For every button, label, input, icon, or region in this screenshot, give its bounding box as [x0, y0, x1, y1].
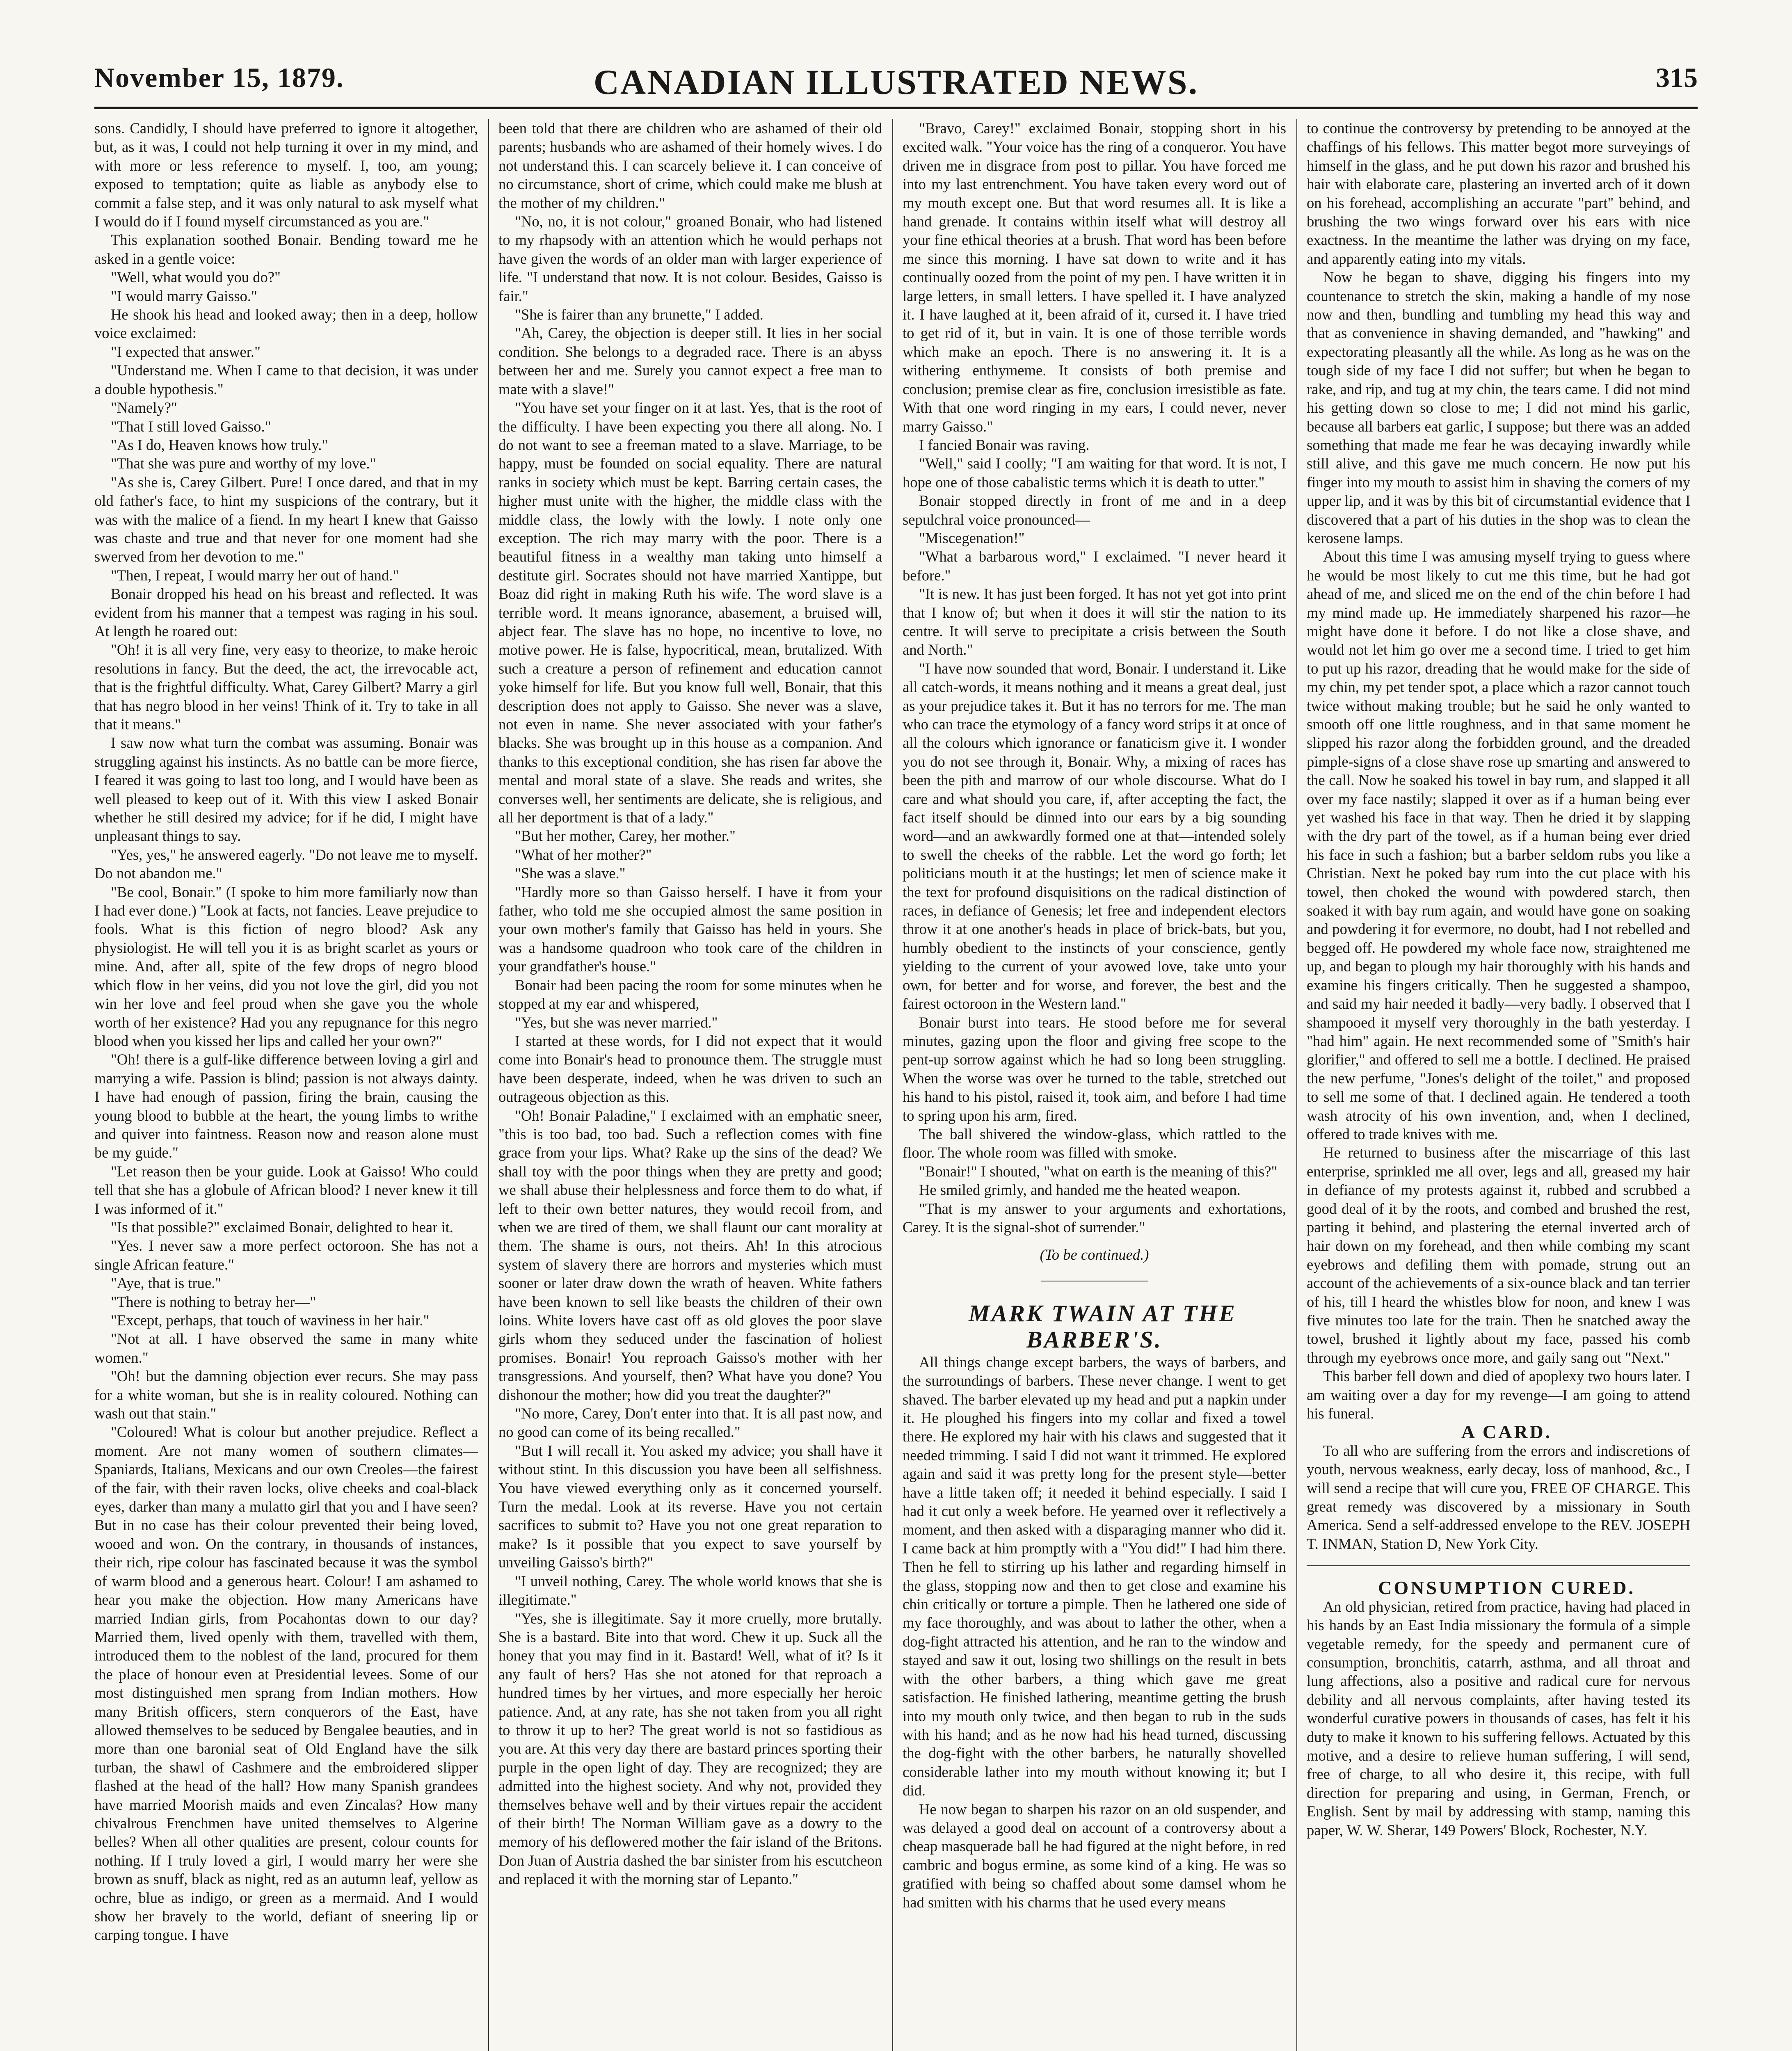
paragraph: "As I do, Heaven knows how truly."	[111, 436, 328, 453]
article-heading: MARK TWAIN AT THE BARBER'S.	[969, 1300, 1237, 1353]
paragraph: "But I will recall it. You asked my advice; you shall have it without stint. In this discussion you have been all selfishness. You have viewed everything only as it concerned yourself. Turn the medal. Look at its reverse. Have you not certain sacrifices to submit to? Have you not one great reparation to make? Is it possible that you expect to save yourself by unveiling Gaisso's birth?"	[498, 1442, 882, 1571]
paragraph: This explanation soothed Bonair. Bending toward me he asked in a gentle voice:	[94, 231, 478, 267]
advert-heading: CONSUMPTION CURED.	[1378, 1577, 1635, 1599]
section-divider	[1307, 1565, 1690, 1566]
to-be-continued: (To be continued.)	[1040, 1246, 1149, 1263]
paragraph: Bonair burst into tears. He stood before me for several minutes, gazing upon the floor and giving free scope to the pent-up sorrow against which he had so long been struggling. When the worse was over he turned to the table, stretched out his hand to his pistol, raised it, took aim, and before I had time to spring upon his arm, fired.	[903, 1014, 1286, 1124]
paragraph: "As she is, Carey Gilbert. Pure! I once dared, and that in my old father's face, to hint my suspicions of the contrary, but it was with the malice of a fiend. In my heart I knew that Gaisso was chaste and true and that never for one moment had she swerved from her devotion to me."	[94, 473, 478, 565]
paragraph: "Yes, yes," he answered eagerly. "Do not leave me to myself. Do not abandon me."	[94, 846, 478, 882]
paragraph: to continue the controversy by pretending to be annoyed at the chaffings of his fellows. This matter begot more surveyings of himself in the glass, and he put down his razor and brushed his hair with elaborate care, plastering an inverted arch of it down on his forehead, accomplishing an accurate "part" behind, and brushing the two wings forward over his ears with nice exactness. In the meantime the lather was drying on my face, and apparently eating into my vitals.	[1307, 120, 1690, 267]
paragraph: "Except, perhaps, that touch of waviness in her hair."	[111, 1312, 430, 1329]
paragraph: "Bravo, Carey!" exclaimed Bonair, stopping short in his excited walk. "Your voice has the ring of a conqueror. You have driven me in disgrace from post to pillar. You have forced me into my last entrenchment. You have taken every word out of my mouth except one. But that word resumes all. It is like a hand grenade. It contains within itself what will destroy all your fine ethical theories at a brush. That word has been before me since this morning. I have sat down to write and it has continually oozed from the point of my pen. I have written it in large letters, in small letters. I have spelled it. I have analyzed it. I have laughed at it, been afraid of it, cursed it. I have tried to get rid of it, but in vain. It is one of those terrible words which make an epoch. There is no answering it. It is a withering enthymeme. It consists of both premise and conclusion; premise clear as fire, conclusion irresistible as fate. With that one word ringing in my ears, I could never, never marry Gaisso."	[903, 120, 1286, 435]
paragraph: "But her mother, Carey, her mother."	[515, 827, 736, 845]
column-rule	[1296, 119, 1297, 2051]
paragraph: "Aye, that is true."	[111, 1274, 222, 1292]
paragraph: Now he began to shave, digging his fingers into my countenance to stretch the skin, making a handle of my nose now and then, bundling and tumbling my head this way and that as convenience in shaving demanded, and "hawking" and expectorating pleasantly all the while. As long as he was on the tough side of my face I did not suffer; but when he began to rake, and rip, and tug at my chin, the tears came. I did not mind his getting down so close to me; I did not mind his garlic, because all barbers eat garlic, I suppose; but there was an added something that made me fear he was decaying inwardly while still alive, and this gave me much concern. He now put his finger into my mouth to assist him in shaving the corners of my upper lip, and it was by this bit of circumstantial evidence that I discovered that a part of his duties in the shop was to clean the kerosene lamps.	[1307, 269, 1690, 546]
paragraph: "She is fairer than any brunette," I added.	[515, 306, 763, 323]
paragraph: "Ah, Carey, the objection is deeper still. It lies in her social condition. She belongs to a degraded race. There is an abyss between her and me. Surely you cannot expect a free man to mate with a slave!"	[498, 324, 882, 397]
paragraph: "She was a slave."	[515, 865, 626, 882]
paragraph: He shook his head and looked away; then in a deep, hollow voice exclaimed:	[94, 306, 478, 342]
paragraph: "Understand me. When I came to that decision, it was under a double hypothesis."	[94, 362, 478, 397]
page-number: 315	[1656, 62, 1698, 93]
masthead	[94, 57, 1698, 109]
column-3	[903, 119, 1286, 2051]
paragraph: "Oh! but the damning objection ever recurs. She may pass for a white woman, but she is in reality coloured. Nothing can wash out that stain."	[94, 1368, 478, 1422]
column-rule	[892, 119, 893, 2051]
paragraph: "Coloured! What is colour but another prejudice. Reflect a moment. Are not many women of southern climates—Spaniards, Italians, Mexicans and our own Creoles—the fairest of the fair, with their raven locks, olive cheeks and coal-black eyes, darker than many a mulatto girl that you and I have seen? But in no case has their colour prevented their being loved, wooed and won. On the contrary, in thousands of instances, their rich, ripe colour has fascinated because it was the symbol of warm blood and a generous heart. Colour! I am ashamed to hear you make the objection. How many Americans have married Indian girls, from Pocahontas down to our day? Married them, lived openly with them, travelled with them, introduced them to the noblest of the land, procured for them the place of honour even at Presidential levees. Some of our most distinguished men sprang from Indian mothers. How many British officers, stern conquerors of the East, have allowed themselves to be seduced by Bengalee beauties, and in more than one baronial seat of Old England have the silk turban, the shawl of Cashmere and the embroidered slipper flashed at the head of the hall? How many Spanish grandees have married Moorish maids and even Zincalas? How many chivalrous Frenchmen have united themselves to Algerine belles? When all other qualities are present, colour counts for nothing. If I truly loved a girl, I would marry her were she brown as snuff, black as night, red as an autumn leaf, yellow as ochre, blue as indigo, or green as a mermaid. And I would show her bravely to the world, defiant of sneering lip or carping tongue. I have	[94, 1423, 478, 1944]
paragraph: "Not at all. I have observed the same in many white women."	[94, 1330, 478, 1366]
paragraph: "Hardly more so than Gaisso herself. I have it from your father, who told me she occupied almost the same position in your own mother's family that Gaisso has held in yours. She was a handsome quadroon who took care of the children in your grandfather's house."	[498, 883, 882, 975]
paragraph: "I would marry Gaisso."	[111, 287, 257, 304]
paragraph: "Then, I repeat, I would marry her out of hand."	[111, 566, 399, 584]
paragraph: He smiled grimly, and handed me the heated weapon.	[919, 1181, 1241, 1199]
paragraph: I saw now what turn the combat was assuming. Bonair was struggling against his instincts. As no battle can be more fierce, I feared it was going to last too long, and I would have been as well pleased to keep out of it. With this view I asked Bonair whether he still desired my advice; for if he did, I might have unpleasant things to say.	[94, 734, 478, 845]
paragraph: He returned to business after the miscarriage of this last enterprise, sprinkled me all over, legs and all, greased my hair in defiance of my protests against it, rubbed and scrubbed a good deal of it by the roots, and combed and brushed the rest, parting it behind, and plastering the eternal inverted arch of hair down on my forehead, and then while combing my scant eyebrows and defiling them with pomade, strung out an account of the achievements of a six-ounce black and tan terrier of his, till I heard the whistles blow for noon, and knew I was five minutes too late for the train. Then he snatched away the towel, brushed it lightly about my face, passed his comb through my eyebrows once more, and gaily sang out "Next."	[1307, 1144, 1690, 1366]
issue-date: November 15, 1879.	[94, 62, 344, 93]
paragraph: "That she was pure and worthy of my love."	[111, 455, 376, 472]
advert-text: An old physician, retired from practice, having had placed in his hands by an East India missionary the formula of a simple vegetable remedy, for the speedy and permanent cure of consumption, bronchitis, catarrh, asthma, and all throat and lung affections, also a positive and radical cure for nervous debility and all nervous complaints, after having tested its wonderful curative powers in thousands of cases, has felt it his duty to make it known to his suffering fellows. Actuated by this motive, and a desire to relieve human suffering, I will send, free of charge, to all who desire it, this recipe, with full direction for preparing and using, in German, French, or English. Sent by mail by addressing with stamp, naming this paper, W. W. Sherar, 149 Powers' Block, Rochester, N.Y.	[1307, 1598, 1690, 1839]
paragraph: I started at these words, for I did not expect that it would come into Bonair's head to pronounce them. The struggle must have been desperate, indeed, when he was driven to such an outrageous objection as this.	[498, 1032, 882, 1105]
paragraph: This barber fell down and died of apoplexy two hours later. I am waiting over a day for my revenge—I am going to attend his funeral.	[1307, 1368, 1690, 1422]
paragraph: Bonair had been pacing the room for some minutes when he stopped at my ear and whispered,	[498, 976, 882, 1012]
paragraph: About this time I was amusing myself trying to guess where he would be most likely to cut me this time, but he had got ahead of me, and sliced me on the end of the chin before I had my mind made up. He immediately sharpened his razor—he might have done it before. I do not like a close shave, and would not let him go over me a second time. I tried to get him to put up his razor, dreading that he would make for the side of my chin, my pet tender spot, a place which a razor cannot touch twice without making trouble; but he said he only wanted to smooth off one little roughness, and in that same moment he slipped his razor along the forbidden ground, and the dreaded pimple-signs of a close shave rose up smarting and answered to the call. Now he soaked his towel in bay rum, and slapped it all over my face nastily; slapped it over as if a human being ever yet washed his face in that way. Then he dried it by slapping with the dry part of the towel, as if a human being ever dried his face in such a fashion; but a barber seldom rubs you like a Christian. Next he poked bay rum into the cut place with his towel, then choked the wound with powdered starch, then soaked it with bay rum again, and would have gone on soaking and powdering it for evermore, no doubt, had I not rebelled and begged off. He powdered my whole face now, straightened me up, and began to plough my hair thoroughly with his hands and examine his fingers critically. Then he suggested a shampoo, and said my hair needed it badly—very badly. I observed that I shampooed it myself very thoroughly in the bath yesterday. I "had him" again. He next recommended some of "Smith's hair glorifier," and offered to sell me a bottle. I declined. He praised the new perfume, "Jones's delight of the toilet," and proposed to sell me some of that. I declined again. He tendered a tooth wash atrocity of his own invention, and, when I declined, offered to trade knives with me.	[1307, 548, 1690, 1142]
paragraph: "Well, what would you do?"	[111, 269, 281, 286]
advert-text: To all who are suffering from the errors and indiscretions of youth, nervous weakness, early decay, loss of manhood, &c., I will send a recipe that will cure you, FREE OF CHARGE. This great remedy was discovered by a missionary in South America. Send a self-addressed envelope to the REV. JOSEPH T. INMAN, Station D, New York City.	[1307, 1442, 1690, 1552]
paragraph: "Namely?"	[111, 399, 177, 416]
paragraph: "You have set your finger on it at last. Yes, that is the root of the difficulty. I have been expecting you there all along. No. I do not want to see a freeman mated to a slave. Marriage, to be happy, must be founded on social equality. There are natural ranks in society which must be kept. Barring certain cases, the higher must unite with the higher, the middle class with the middle class, the lowly with the lowly. I note only one exception. The rich may marry with the poor. There is a beautiful fitness in a wealthy man taking unto himself a destitute girl. Socrates should not have married Xantippe, but Boaz did right in making Ruth his wife. The word slave is a terrible word. It means ignorance, abasement, a bruised will, abject fear. The slave has no hope, no incentive to love, no motive power. He is false, hypocritical, mean, brutalized. With such a creature a person of refinement and education cannot yoke himself for life. But you know full well, Bonair, that this description does not apply to Gaisso. She never was a slave, not even in name. She never associated with your father's blacks. She was brought up in this house as a companion. And thanks to this exceptional condition, she has risen far above the mental and moral state of a slave. She reads and writes, she converses well, her sentiments are delicate, she is religious, and all her deportment is that of a lady."	[498, 399, 882, 826]
article-columns	[94, 119, 1698, 2051]
paragraph: "Yes. I never saw a more perfect octoroon. She has not a single African feature."	[94, 1237, 478, 1273]
paragraph: "Miscegenation!"	[919, 529, 1025, 546]
paragraph: "I have now sounded that word, Bonair. I understand it. Like all catch-words, it means nothing and it means a great deal, just as your prejudice takes it. But it has no terrors for me. The man who can trace the etymology of a fancy word strips it at once of all the colours which ignorance or fanaticism give it. I wonder you do not see through it, Bonair. Why, a mixing of races has been the pith and marrow of our whole discourse. What do I care and what should you care, if, after accepting the fact, the fact itself should be dinned into our ears by a big sounding word—and an awkwardly formed one at that—intended solely to swell the cheeks of the rabble. Let the word go forth; let politicians mouth it at the hustings; let men of science make it the text for profound disquisitions on the radical distinction of races, in defiance of Genesis; let free and independent electors throw it at one another's heads in place of brick-bats, but you, humbly obedient to the instincts of your conscience, gently yielding to the current of your avowed love, take unto your own, for better and for worse, and forever, the best and the fairest octoroon in the Western land."	[903, 660, 1286, 1012]
paragraph: "That I still loved Gaisso."	[111, 418, 271, 435]
paragraph: The ball shivered the window-glass, which rattled to the floor. The whole room was filled with smoke.	[903, 1125, 1286, 1161]
column-rule	[488, 119, 489, 2051]
advert-heading: A CARD.	[1461, 1421, 1552, 1443]
column-4	[1307, 119, 1690, 2051]
paragraph: "I expected that answer."	[111, 343, 261, 360]
paragraph: "There is nothing to betray her—"	[111, 1293, 316, 1310]
newspaper-title: CANADIAN ILLUSTRATED NEWS.	[593, 62, 1199, 102]
paragraph: "Yes, she is illegitimate. Say it more cruelly, more brutally. She is a bastard. Bite into that word. Chew it up. Suck all the honey that you may find in it. Bastard! Well, what of it? Is it any fault of hers? Has she not atoned for that reproach a hundred times by her virtues, and more especially her heroic patience. And, at any rate, has she not taken from you all right to throw it up to her? The great world is not so fastidious as you are. At this very day there are bastard princes sporting their purple in the open light of day. They are recognized; they are admitted into the highest society. And why not, provided they themselves behave well and by their virtues repair the accident of their birth! The Norman William gave as a dowry to the memory of his deflowered mother the fair island of the Britons. Don Juan of Austria dashed the bar sinister from his escutcheon and replaced it with the morning star of Lepanto."	[498, 1610, 882, 1888]
paragraph: "Oh! Bonair Paladine," I exclaimed with an emphatic sneer, "this is too bad, too bad. Such a reflection comes with fine grace from your lips. What? Rake up the sins of the dead? We shall toy with the poor things when they are pretty and good; we shall abuse their helplessness and force them to do what, if left to their own better natures, they would recoil from, and when we are tired of them, we shall flaunt our cant morality at them. The shame is ours, not theirs. Ah! In this atrocious system of slavery there are horrors and mysteries which must sooner or later draw down the wrath of heaven. White fathers have been known to sell like beasts the children of their own loins. White lovers have cast off as old gloves the poor slave girls whom they seduced under the fascination of holiest promises. Bonair! You reproach Gaisso's mother with her transgressions. And yourself, then? What have you done? You dishonour the mother; how did you treat the daughter?"	[498, 1107, 882, 1403]
column-2	[498, 119, 882, 2051]
paragraph: He now began to sharpen his razor on an old suspender, and was delayed a good deal on account of a controversy about a cheap masquerade ball he had figured at the night before, in red cambric and bogus ermine, as some kind of a king. He was so gratified with being so chaffed about some damsel whom he had smitten with his charms that he used every means	[903, 1800, 1286, 1911]
paragraph: "Yes, but she was never married."	[515, 1014, 718, 1031]
paragraph: "Is that possible?" exclaimed Bonair, delighted to hear it.	[111, 1218, 453, 1236]
paragraph: Bonair stopped directly in front of me and in a deep sepulchral voice pronounced—	[903, 492, 1286, 528]
paragraph: "Let reason then be your guide. Look at Gaisso! Who could tell that she has a globule of African blood? I never knew it till I was informed of it."	[94, 1163, 478, 1217]
paragraph: "That is my answer to your arguments and exhortations, Carey. It is the signal-shot of surrender."	[903, 1200, 1286, 1236]
paragraph: "It is new. It has just been forged. It has not yet got into print that I know of; but when it does it will stir the nation to its centre. It will serve to precipitate a crisis between the South and North."	[903, 585, 1286, 658]
paragraph: "I unveil nothing, Carey. The whole world knows that she is illegitimate."	[498, 1572, 882, 1608]
paragraph: "Bonair!" I shouted, "what on earth is the meaning of this?"	[919, 1163, 1278, 1180]
paragraph: "No more, Carey, Don't enter into that. It is all past now, and no good can come of its being recalled."	[498, 1405, 882, 1441]
paragraph: "Well," said I coolly; "I am waiting for that word. It is not, I hope one of those cabalistic terms which it is death to utter."	[903, 455, 1286, 491]
paragraph: sons. Candidly, I should have preferred to ignore it altogether, but, as it was, I could not help turning it over in my mind, and with more or less reference to myself. I, too, am young; exposed to temptation; quite as liable as anybody else to commit a false step, and it was only natural to ask myself what I would do if I found myself circumstanced as you are."	[94, 120, 478, 230]
paragraph: "Oh! there is a gulf-like difference between loving a girl and marrying a wife. Passion is blind; passion is not always dainty. I have had enough of passion, firing the brain, causing the young blood to bubble at the heart, the young limbs to writhe and quiver into faintness. Reason now and reason alone must be my guide."	[94, 1051, 478, 1161]
paragraph: "Be cool, Bonair." (I spoke to him more familiarly now than I had ever done.) "Look at facts, not fancies. Leave prejudice to fools. What is this fiction of negro blood? Ask any physiologist. He will tell you it is as bright scarlet as yours or mine. And, after all, spite of the few drops of negro blood which flow in her veins, did you not love the girl, did you not win her love and feel proud when she gave you the whole worth of her existence? Had you any repugnance for this negro blood when you kissed her lips and called her your own?"	[94, 883, 478, 1049]
column-1	[94, 119, 478, 2051]
paragraph: been told that there are children who are ashamed of their old parents; husbands who are ashamed of their homely wives. I do not understand this. I can scarcely believe it. I can conceive of no circumstance, short of crime, which could make me blush at the mother of my children."	[498, 120, 882, 211]
paragraph: "What a barbarous word," I exclaimed. "I never heard it before."	[903, 548, 1286, 584]
paragraph: "What of her mother?"	[515, 846, 652, 863]
paragraph: "Oh! it is all very fine, very easy to theorize, to make heroic resolutions in fancy. But the deed, the act, the irrevocable act, that is the frightful difficulty. What, Carey Gilbert? Marry a girl that has negro blood in her veins! Think of it. Try to take in all that it means."	[94, 641, 478, 733]
paragraph: All things change except barbers, the ways of barbers, and the surroundings of barbers. These never change. I went to get shaved. The barber elevated up my head and put a napkin under it. He ploughed his fingers into my collar and fixed a towel there. He explored my hair with his claws and suggested that it needed trimming. I said I did not want it trimmed. He explored again and said it was pretty long for the present style—better have a little taken off; it needed it behind especially. I said I had it cut only a week before. He yearned over it reflectively a moment, and then asked with a disparaging manner who did it. I came back at him promptly with a "You did!" I had him there. Then he fell to stirring up his lather and regarding himself in the glass, stopping now and then to get close and examine his chin critically or torture a pimple. Then he lathered one side of my face thoroughly, and was about to lather the other, when a dog-fight attracted his attention, and he ran to the window and stayed and saw it out, losing two shillings on the result in bets with the other barbers, a thing which gave me great satisfaction. He finished lathering, meantime getting the brush into my mouth only twice, and then began to rub in the suds with his hand; and as he now had his head turned, discussing the dog-fight with the other barbers, he naturally shovelled considerable lather into my mouth without knowing it; but I did.	[903, 1353, 1286, 1799]
paragraph: "No, no, it is not colour," groaned Bonair, who had listened to my rhapsody with an attention which he would perhaps not have given the words of an older man with larger experience of life. "I understand that now. It is not colour. Besides, Gaisso is fair."	[498, 213, 882, 304]
paragraph: Bonair dropped his head on his breast and reflected. It was evident from his manner that a tempest was raging in his soul. At length he roared out:	[94, 585, 478, 640]
paragraph: I fancied Bonair was raving.	[919, 436, 1090, 453]
